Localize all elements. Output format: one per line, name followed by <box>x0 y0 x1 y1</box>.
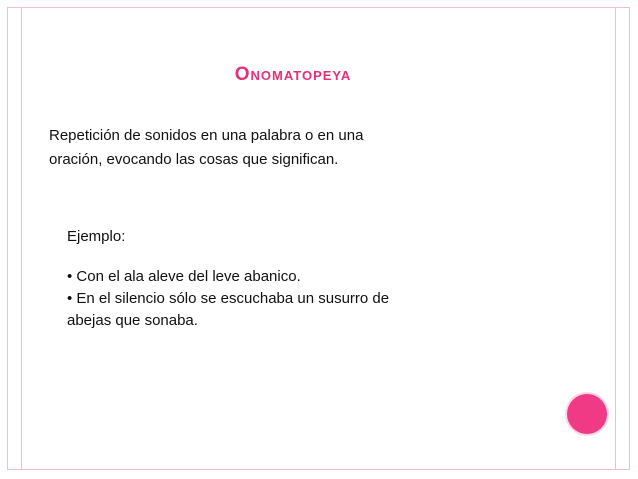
right-border-rule <box>615 7 616 470</box>
definition-text <box>49 124 469 172</box>
definition-line-1: Repetición de sonidos en una palabra o en una <box>49 127 364 144</box>
example-block <box>67 226 487 332</box>
slide-title: Onomatopeya <box>234 64 352 85</box>
example-item-2-line-2: abejas que sonaba. <box>67 312 198 329</box>
decorative-circle-icon <box>567 394 607 434</box>
example-label: Ejemplo: <box>67 228 126 245</box>
example-item-2-line-1: • En el silencio sólo se escuchaba un susurro de <box>67 290 390 307</box>
example-item-1: • Con el ala aleve del leve abanico. <box>67 268 301 285</box>
definition-line-2: oración, evocando las cosas que significan. <box>49 151 339 168</box>
